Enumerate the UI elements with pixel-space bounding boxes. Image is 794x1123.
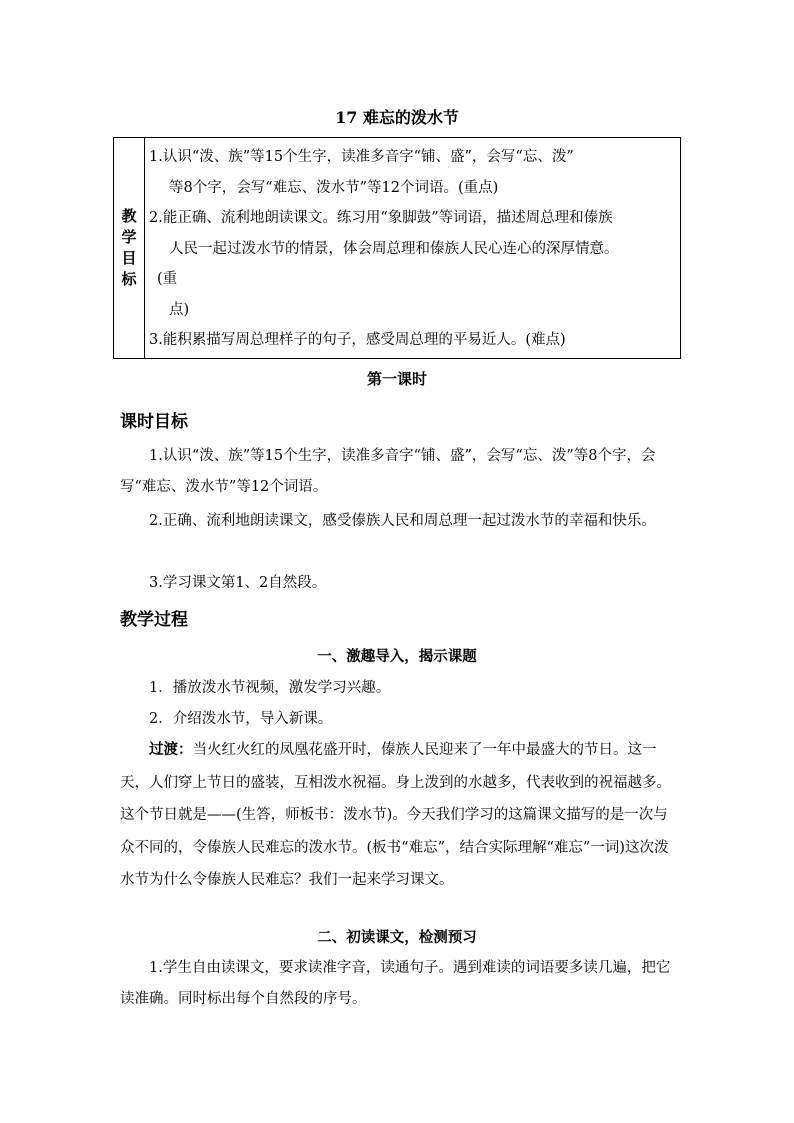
goal-line: 3.能积累描写周总理样子的句子，感受周总理的平易近人。(难点) (149, 332, 566, 348)
goal-line: (重 (157, 271, 178, 287)
objective-item: 3.学习课文第1、2自然段。 (149, 575, 327, 591)
transition-paragraph (120, 734, 676, 897)
part-title: 二、初读课文，检测预习 (317, 929, 477, 946)
goal-line: 2.能正确、流利地朗读课文。练习用“象脚鼓”等词语，描述周总理和傣族 (149, 210, 613, 226)
transition-text: 当火红火红的凤凰花盛开时，傣族人民迎来了一年中最盛大的节日。这一天，人们穿上节日的盛装，互相泼水祝福。身上泼到的水越多，代表收到的祝福越多。这个节日就是——(生答，师板书：泼水节)。今天我们学习的这篇课文描写的是一次与众不同的，令傣族人民难忘的泼水节。(板书“难忘”，结合实际理解“难忘”一词)这次泼水节为什么令傣族人民难忘？我们一起来学习课文。 (120, 742, 671, 888)
goal-label-char: 标 (121, 269, 137, 288)
goal-label-char: 教 (121, 206, 137, 225)
process-item: 1.学生自由读课文，要求读准字音，读通句子。遇到难读的词语要多读几遍，把它读准确。同时标出每个自然段的序号。 (120, 960, 671, 1007)
process-item: 2．介绍泼水节，导入新课。 (149, 711, 333, 727)
document-title: 17 难忘的泼水节 (335, 108, 459, 127)
section-heading-process: 教学过程 (120, 610, 188, 630)
objective-item: 2.正确、流利地朗读课文，感受傣族人民和周总理一起过泼水节的幸福和快乐。 (149, 513, 656, 529)
goal-line: 1.认识“泼、族”等15个生字，读准多音字“铺、盛”，会写“忘、泼” (149, 149, 574, 165)
goal-line: 等8个字，会写“难忘、泼水节”等12个词语。(重点) (169, 179, 499, 196)
transition-label: 过渡： (149, 741, 193, 758)
goal-label-char: 学 (121, 227, 137, 246)
goal-line: 点) (169, 301, 190, 318)
teaching-goals-content (145, 138, 681, 359)
objective-item: 1.认识“泼、族”等15个生字，读准多音字“铺、盛”，会写“忘、泼”等8个字，会写“难忘、泼水节”等12个词语。 (120, 448, 656, 495)
part-title: 一、激趣导入，揭示课题 (317, 648, 477, 665)
process-item: 1．播放泼水节视频，激发学习兴趣。 (149, 680, 391, 696)
teaching-goals-label (114, 138, 145, 359)
teaching-goals-table (113, 137, 681, 359)
goal-label-char: 目 (121, 248, 137, 267)
goal-line: 人民一起过泼水节的情景，体会周总理和傣族人民心连心的深厚情意。 (169, 240, 619, 257)
section-heading-objectives: 课时目标 (120, 412, 188, 432)
lesson-title: 第一课时 (366, 370, 427, 388)
